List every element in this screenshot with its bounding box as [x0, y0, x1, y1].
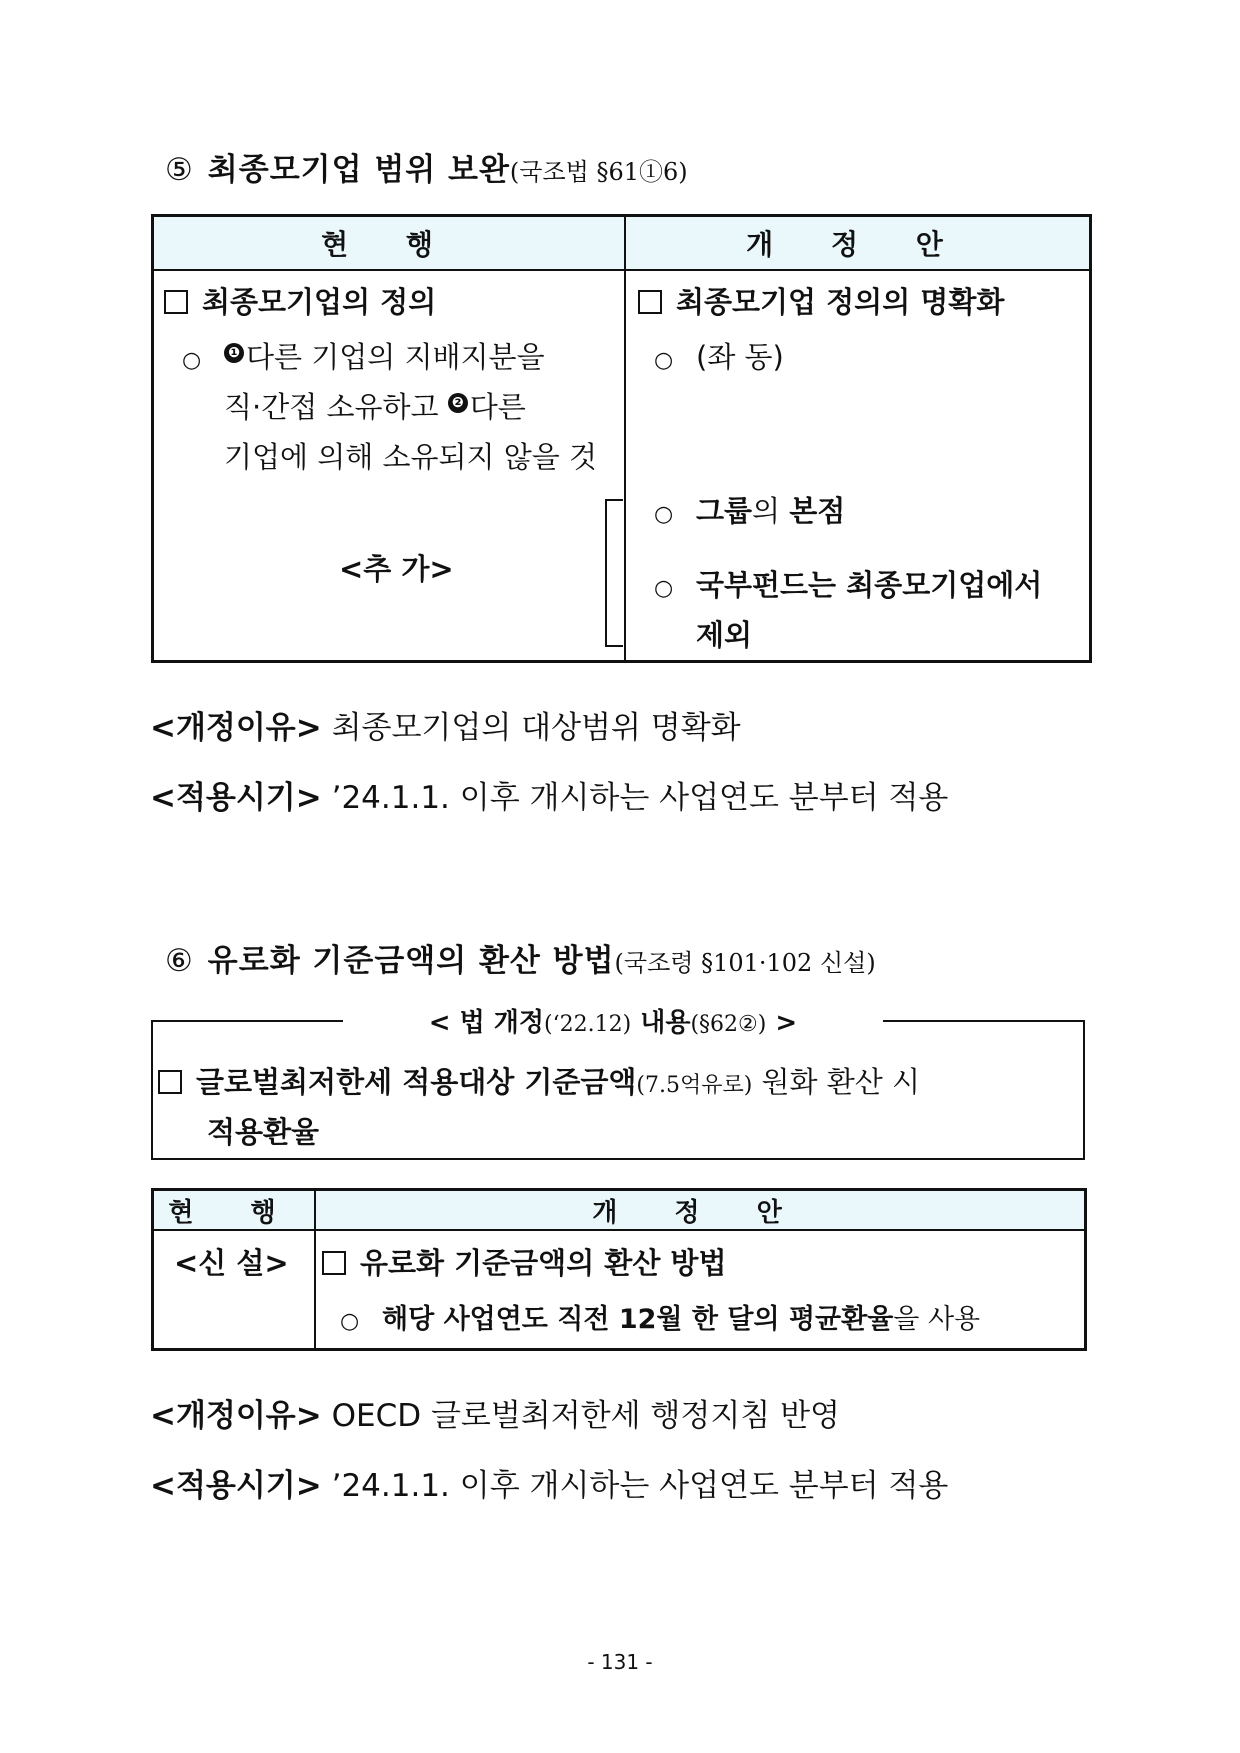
- euro-conversion-item: ○ 해당 사업연도 직전 12월 한 달의 평균환율을 사용: [340, 1304, 981, 1335]
- reason-text: OECD 글로벌최저한세 행정지침 반영: [331, 1398, 840, 1434]
- new-provision-label: <신 설>: [174, 1246, 289, 1280]
- current-definition-line2: 직·간접 소유하고 ❷ 다른: [224, 390, 526, 424]
- circle-bullet-icon: ○: [654, 502, 674, 527]
- section5-heading: [165, 144, 688, 189]
- checkbox-square-icon: [638, 290, 662, 314]
- number-1-icon: ❶: [224, 343, 244, 363]
- table-header-current: 현 행: [154, 1191, 314, 1231]
- law-amendment-box: [151, 1008, 1085, 1160]
- apply-label: <적용시기>: [150, 1468, 322, 1504]
- apply-text: ’24.1.1. 이후 개시하는 사업연도 분부터 적용: [331, 1468, 949, 1504]
- addition-bracket: [605, 499, 623, 647]
- section5-comparison-table: [151, 214, 1092, 663]
- page-number: - 131 -: [587, 1650, 653, 1674]
- apply-text: ’24.1.1. 이후 개시하는 사업연도 분부터 적용: [331, 780, 949, 816]
- section6-ref: (국조령 §101·102 신설): [614, 949, 876, 977]
- column-divider: [624, 217, 626, 660]
- section5-apply: [150, 772, 948, 817]
- apply-label: <적용시기>: [150, 780, 322, 816]
- proposed-sovereign-fund-line1: ○ 국부펀드는 최종모기업에서: [654, 568, 1043, 602]
- circle-bullet-icon: ○: [654, 576, 674, 601]
- law-amendment-line2: 적용환율: [207, 1115, 320, 1149]
- law-amendment-caption: < 법 개정(‘22.12) 내용(§62②) >: [343, 1002, 883, 1038]
- checkbox-square-icon: [322, 1251, 346, 1275]
- euro-conversion-title: 유로화 기준금액의 환산 방법: [322, 1241, 726, 1282]
- proposed-definition-title: 최종모기업 정의의 명확화: [638, 280, 1004, 321]
- section5-ref: (국조법 §61①6): [509, 158, 688, 186]
- checkbox-square-icon: [164, 290, 188, 314]
- circle-bullet-icon: ○: [340, 1309, 360, 1334]
- section6-reason: [150, 1390, 840, 1435]
- table-header-proposed: 개 정 안: [314, 1191, 1084, 1231]
- checkbox-square-icon: [158, 1070, 182, 1094]
- section6-comparison-table: [151, 1188, 1087, 1351]
- addition-label: <추 가>: [339, 552, 454, 586]
- reason-label: <개정이유>: [150, 710, 322, 746]
- section6-number: ⑥: [165, 943, 194, 979]
- proposed-same-as-left: ○ (좌 동): [654, 340, 784, 374]
- current-definition-item: ○ ❶ 다른 기업의 지배지분을: [182, 340, 545, 374]
- reason-label: <개정이유>: [150, 1398, 322, 1434]
- table-header-current: 현 행: [154, 217, 624, 271]
- section5-number: ⑤: [165, 152, 194, 188]
- section6-apply: [150, 1460, 948, 1505]
- section5-reason: [150, 702, 741, 747]
- reason-text: 최종모기업의 대상범위 명확화: [331, 710, 741, 746]
- circle-bullet-icon: ○: [182, 348, 202, 373]
- current-definition-line3: 기업에 의해 소유되지 않을 것: [224, 440, 598, 474]
- section6-heading: [165, 935, 876, 980]
- circle-bullet-icon: ○: [654, 348, 674, 373]
- law-amendment-line1: 글로벌최저한세 적용대상 기준금액(7.5억유로) 원화 환산 시: [158, 1060, 920, 1101]
- current-definition-title: 최종모기업의 정의: [164, 280, 436, 321]
- section5-title: 최종모기업 범위 보완: [207, 152, 510, 188]
- table-header-proposed: 개 정 안: [624, 217, 1089, 271]
- column-divider: [314, 1191, 316, 1348]
- number-2-icon: ❷: [448, 393, 468, 413]
- section6-title: 유로화 기준금액의 환산 방법: [207, 943, 615, 979]
- proposed-group-headquarters: ○ 그룹의 본점: [654, 494, 846, 528]
- proposed-sovereign-fund-line2: 제외: [696, 618, 753, 652]
